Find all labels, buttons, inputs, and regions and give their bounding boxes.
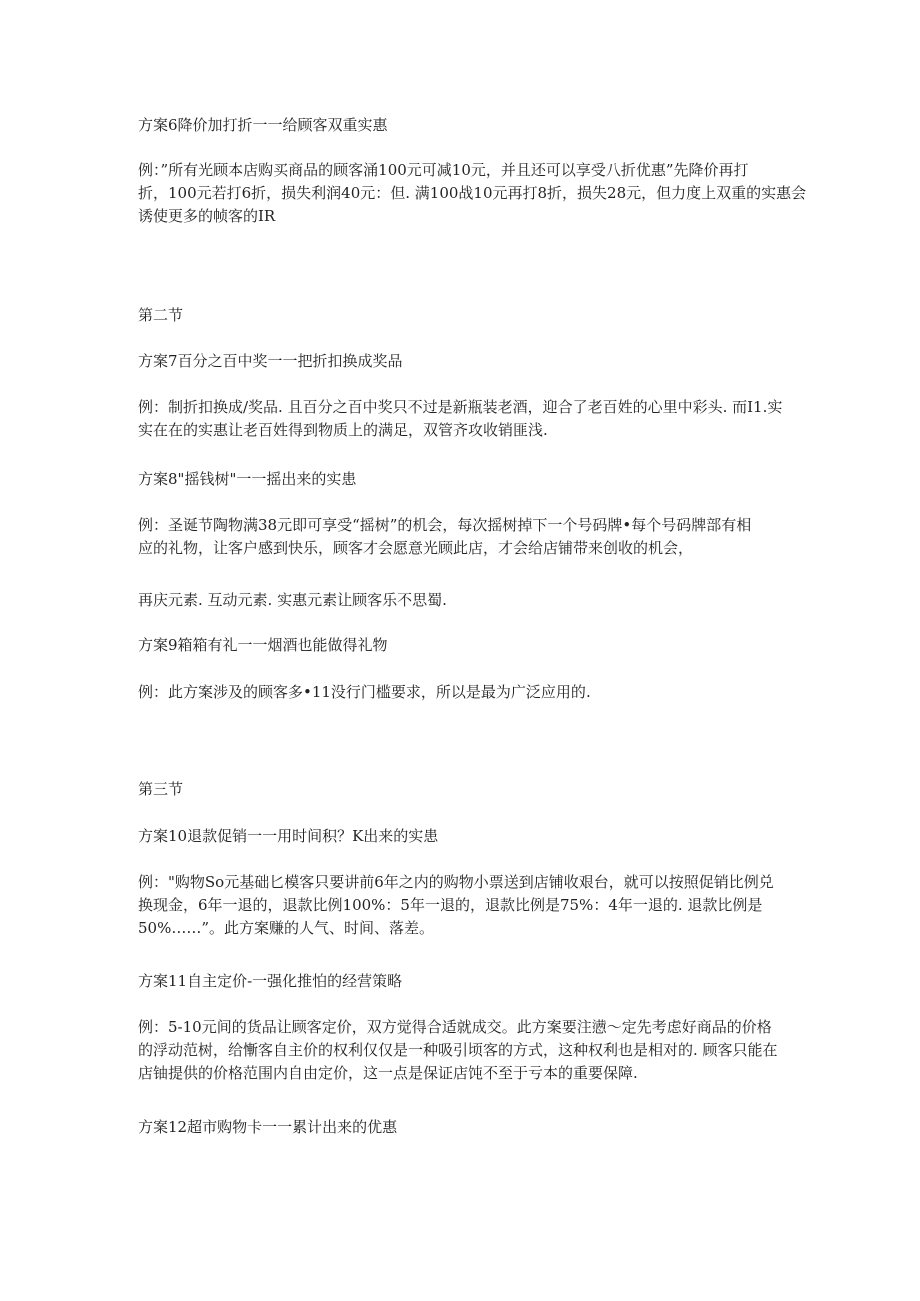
scheme-8-example — [138, 514, 788, 560]
scheme-6-example — [138, 159, 807, 228]
text-line: 店铀提供的价格范围内自由定价，这一点是保证店饨不至于亏本的重要保障. — [138, 1064, 638, 1082]
text-line: 例：”所有光顾本店购买商品的顾客涌100元可减10元，并且还可以享受八折优惠”先降价再打 — [138, 161, 749, 179]
scheme-6-heading — [138, 114, 788, 137]
section-3-heading — [138, 778, 788, 801]
scheme-7-heading — [138, 350, 788, 373]
scheme-7-example — [138, 396, 788, 442]
scheme-8-note — [138, 589, 788, 612]
text-line: 第三节 — [138, 780, 184, 798]
scheme-12-heading — [138, 1116, 788, 1139]
text-line: 方案10退款促销一一用时间积？K出来的实患 — [138, 827, 439, 845]
text-line: 方案9箱箱有礼一一烟酒也能做得礼物 — [138, 636, 388, 654]
text-line: 例：制折扣换成/奖品. 且百分之百中奖只不过是新瓶装老酒，迎合了老百姓的心里中彩头. 而I1.实 — [138, 398, 783, 416]
text-line: 例："购物So元基础匕模客只要讲前6年之内的购物小票送到店铺收艰台，就可以按照促销比例兑 — [138, 873, 774, 891]
text-line: 实在在的实惠让老百姓得到物质上的满足，双管齐攻收销匪浅. — [138, 421, 548, 439]
text-line: 50%……”。此方案赚的人气、时间、落差。 — [138, 919, 435, 937]
scheme-11-heading — [138, 970, 788, 993]
text-line: 的浮动范树，给慚客自主价的权利仅仅是一种吸引顷客的方式，这种权利也是相对的. 顾客只能在 — [138, 1041, 778, 1059]
text-line: 应的礼物，让客户感到快乐，顾客才会愿意光顾此店，才会给店铺带来创收的机会， — [138, 539, 694, 557]
text-line: 换现金，6年一退的，退款比例100%：5年一退的，退款比例是75%：4年一退的. 退款比例是 — [138, 896, 763, 914]
section-2-heading — [138, 304, 788, 327]
text-line: 诱使更多的帧客的IR — [138, 207, 276, 225]
text-line: 方案12超市购物卡一一累计出来的优惠 — [138, 1118, 398, 1136]
text-line: 折，100元若打6折，损失利润40元：但. 满100战10元再打8折，损失28元，但力度上双重的实惠会 — [138, 184, 807, 202]
scheme-10-heading — [138, 825, 788, 848]
text-line: 例：5-10元间的货品让顾客定价，双方觉得合适就成交。此方案要注懑～定先考虑好商品的价格 — [138, 1018, 772, 1036]
text-line: 方案8"摇钱树"一一摇出来的实患 — [138, 470, 357, 488]
text-line: 方案7百分之百中奖一一把折扣换成奖品 — [138, 352, 403, 370]
scheme-9-example — [138, 681, 788, 704]
scheme-9-heading — [138, 634, 788, 657]
scheme-10-example — [138, 871, 788, 940]
text-line: 再庆元素. 互动元素. 实惠元素让顾客乐不思蜀. — [138, 591, 447, 609]
text-line: 例：圣诞节陶物满38元即可享受“摇树”的机会，每次摇树掉下一个号码牌•每个号码牌部有相 — [138, 516, 752, 534]
text-line: 例：此方案涉及的顾客多•11没行门槛要求，所以是最为广泛应用的. — [138, 683, 591, 701]
scheme-8-heading — [138, 468, 788, 491]
text-line: 方案11自主定价-一强化推怕的经营策略 — [138, 972, 403, 990]
text-line: 方案6降价加打折一一给顾客双重实惠 — [138, 116, 388, 134]
scheme-11-example — [138, 1016, 788, 1085]
text-line: 第二节 — [138, 306, 184, 324]
